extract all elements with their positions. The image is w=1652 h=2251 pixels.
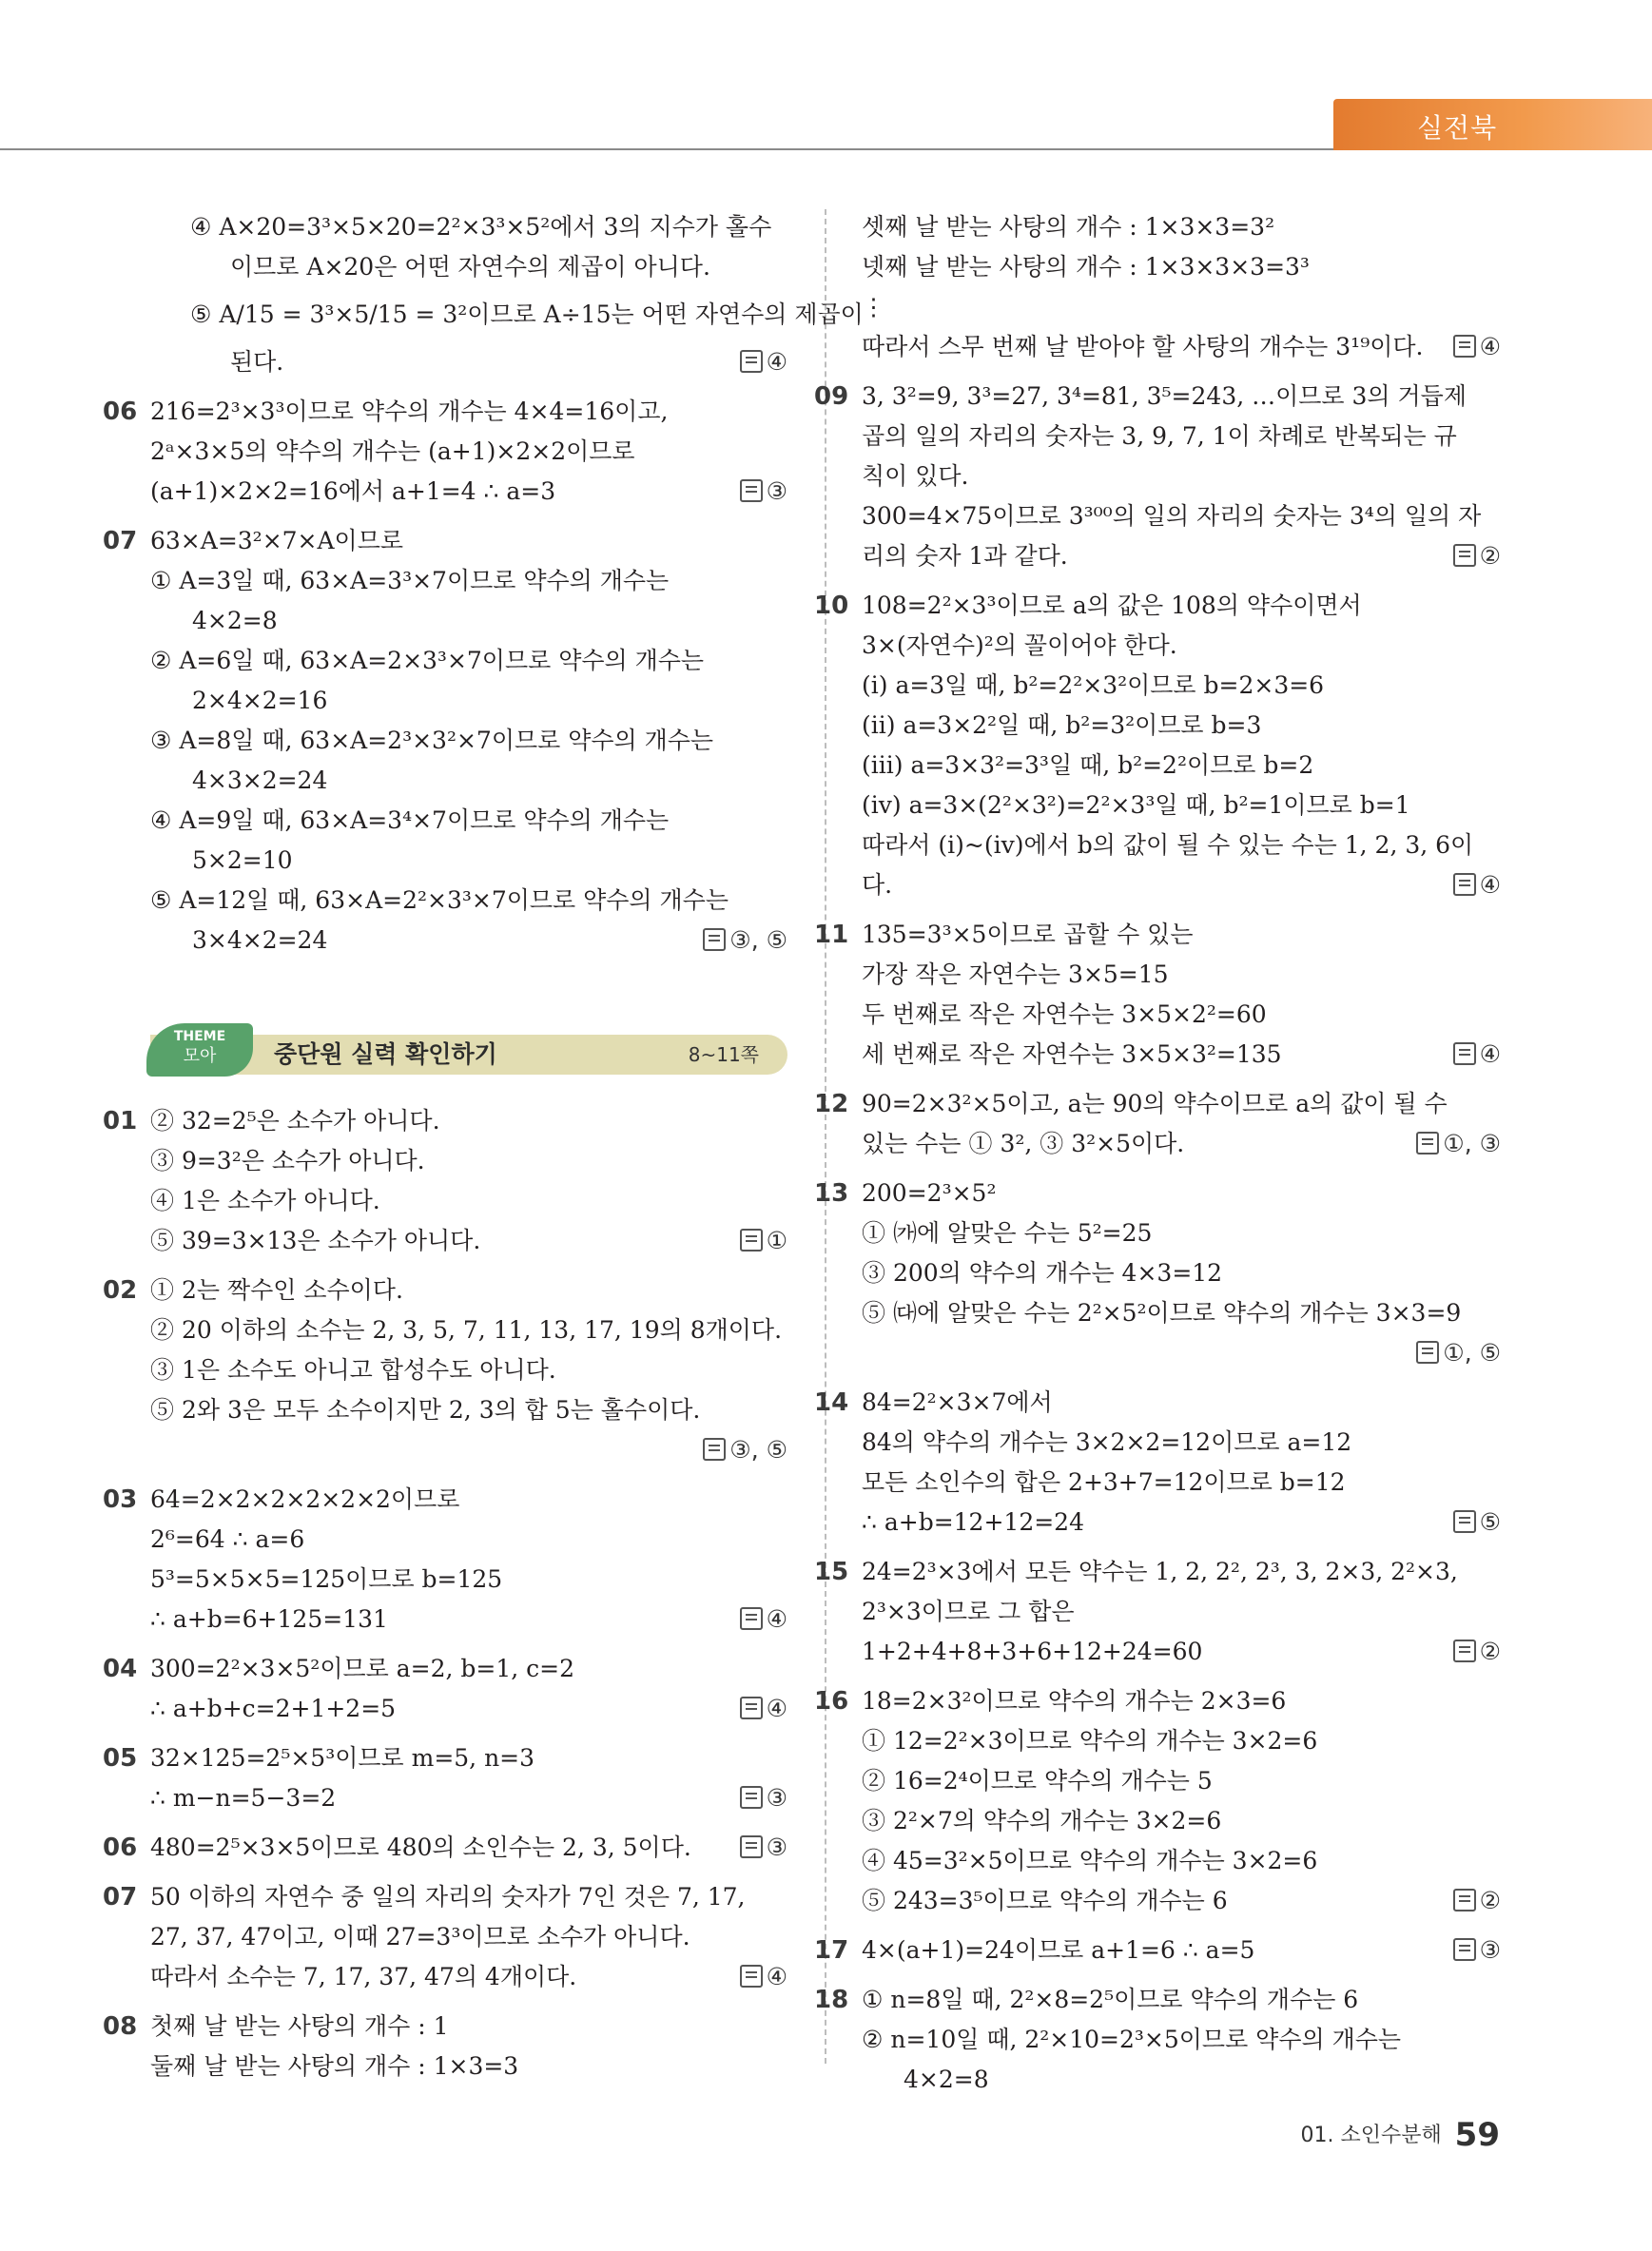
answer-icon bbox=[1453, 544, 1476, 567]
theme-section-header bbox=[150, 1027, 787, 1077]
problem-number: 17 bbox=[814, 1936, 849, 1965]
page-number: 59 bbox=[1454, 2116, 1500, 2154]
problem-solution-start bbox=[814, 1084, 1501, 1124]
solution-line bbox=[862, 1503, 1501, 1543]
answer-mark bbox=[740, 472, 787, 512]
solution-line bbox=[862, 2020, 1501, 2060]
answer-mark bbox=[740, 1828, 787, 1868]
answer-mark bbox=[740, 1221, 787, 1261]
solution-text: ② n=10일 때, 2²×10=2³×5이므로 약수의 개수는 bbox=[862, 2026, 1402, 2053]
answer-icon bbox=[703, 1438, 726, 1461]
answer-value: ② bbox=[1479, 1887, 1501, 1914]
solution-text: 24=2³×3에서 모든 약수는 1, 2, 2², 2³, 3, 2×3, 2²×3, bbox=[862, 1558, 1458, 1585]
problem-number: 01 bbox=[103, 1107, 138, 1135]
problem-solution-start bbox=[103, 1828, 787, 1868]
solution-text: (ⅲ) a=3×3²=3³일 때, b²=2²이므로 b=2 bbox=[862, 751, 1314, 779]
answer-mark bbox=[1416, 1124, 1501, 1164]
solution-line bbox=[862, 1841, 1501, 1881]
solution-text: ① ㈎에 알맞은 수는 5²=25 bbox=[862, 1219, 1153, 1247]
solution-line bbox=[150, 207, 787, 247]
answer-mark bbox=[740, 1689, 787, 1729]
answer-icon bbox=[1453, 873, 1476, 896]
solution-line bbox=[862, 247, 1501, 287]
book-section-tab bbox=[1333, 99, 1652, 150]
solution-text: 2×4×2=16 bbox=[192, 687, 328, 714]
answer-mark bbox=[1453, 327, 1501, 367]
solution-text: ⑤ 243=3⁵이므로 약수의 개수는 6 bbox=[862, 1887, 1228, 1914]
solution-text: 3×(자연수)²의 꼴이어야 한다. bbox=[862, 631, 1177, 659]
answer-icon bbox=[740, 1697, 763, 1719]
solution-line bbox=[862, 1035, 1501, 1075]
solution-text: 64=2×2×2×2×2×2이므로 bbox=[150, 1485, 460, 1513]
solution-line bbox=[862, 786, 1501, 825]
solution-line bbox=[862, 1632, 1501, 1672]
solution-text: 3, 3²=9, 3³=27, 3⁴=81, 3⁵=243, …이므로 3의 거듭제 bbox=[862, 382, 1467, 410]
solution-line bbox=[150, 342, 787, 382]
answer-icon bbox=[740, 1786, 763, 1809]
solution-text: ① 2는 짝수인 소수이다. bbox=[150, 1276, 403, 1304]
problem-number: 07 bbox=[103, 527, 138, 555]
solution-line bbox=[862, 1124, 1501, 1164]
solution-text: 32×125=2⁵×5³이므로 m=5, n=3 bbox=[150, 1744, 535, 1772]
problem-solution-start bbox=[814, 1931, 1501, 1970]
solution-text: 63×A=3²×7×A이므로 bbox=[150, 527, 403, 554]
problem-number: 08 bbox=[103, 2012, 138, 2041]
solution-text: ② A=6일 때, 63×A=2×3³×7이므로 약수의 개수는 bbox=[150, 647, 705, 674]
answer-value: ④ bbox=[1479, 1040, 1501, 1068]
problem-number: 18 bbox=[814, 1986, 849, 2014]
solution-text: 84=2²×3×7에서 bbox=[862, 1388, 1053, 1416]
solution-line bbox=[862, 955, 1501, 995]
solution-text: ⋮ bbox=[862, 293, 885, 320]
theme-badge-bottom: 모아 bbox=[183, 1046, 217, 1066]
solution-text: 5³=5×5×5=125이므로 b=125 bbox=[150, 1565, 503, 1593]
solution-text: 108=2²×3³이므로 a의 값은 108의 약수이면서 bbox=[862, 592, 1362, 619]
solution-text: 모든 소인수의 합은 2+3+7=12이므로 b=12 bbox=[862, 1468, 1346, 1496]
book-label: 실전북 bbox=[1417, 112, 1498, 144]
answer-icon bbox=[740, 479, 763, 502]
solution-line bbox=[862, 2060, 1501, 2100]
problem-number: 05 bbox=[103, 1744, 138, 1773]
solution-line bbox=[150, 721, 787, 761]
solution-line bbox=[862, 706, 1501, 746]
solution-line bbox=[862, 1463, 1501, 1503]
answer-value: ④ bbox=[1479, 333, 1501, 360]
solution-text: 따라서 스무 번째 날 받아야 할 사탕의 개수는 3¹⁹이다. bbox=[862, 333, 1424, 360]
solution-text: 4×(a+1)=24이므로 a+1=6 ∴ a=5 bbox=[862, 1936, 1255, 1964]
problem-number: 04 bbox=[103, 1655, 138, 1683]
solution-text: 칙이 있다. bbox=[862, 462, 969, 490]
problem-number: 06 bbox=[103, 1834, 138, 1862]
solution-line bbox=[862, 417, 1501, 456]
answer-icon bbox=[703, 928, 726, 951]
solution-text: 200=2³×5² bbox=[862, 1179, 997, 1207]
answer-icon bbox=[1453, 335, 1476, 358]
answer-mark bbox=[1453, 865, 1501, 905]
unit-check-solutions bbox=[103, 1101, 787, 2086]
problem-solution-start bbox=[103, 2007, 787, 2047]
answer-icon bbox=[1453, 1938, 1476, 1961]
answer-value: ⑤ bbox=[1479, 1508, 1501, 1536]
solution-text: 84의 약수의 개수는 3×2×2=12이므로 a=12 bbox=[862, 1428, 1352, 1456]
solution-text: 3×4×2=24 bbox=[192, 926, 328, 954]
solution-line bbox=[862, 1801, 1501, 1841]
solution-text: 27, 37, 47이고, 이때 27=3³이므로 소수가 아니다. bbox=[150, 1923, 690, 1950]
problem-number: 15 bbox=[814, 1558, 849, 1586]
solution-line bbox=[150, 1221, 787, 1261]
answer-mark bbox=[1416, 1333, 1501, 1373]
answer-value: ④ bbox=[1479, 871, 1501, 899]
solution-text: 있는 수는 ① 3², ③ 3²×5이다. bbox=[862, 1130, 1185, 1157]
solution-text: 넷째 날 받는 사탕의 개수 : 1×3×3×3=3³ bbox=[862, 253, 1310, 281]
answer-value: ③, ⑤ bbox=[729, 926, 787, 954]
solution-text: ⑤ A=12일 때, 63×A=2²×3³×7이므로 약수의 개수는 bbox=[150, 886, 729, 914]
solution-line bbox=[862, 1721, 1501, 1761]
answer-value: ① bbox=[766, 1227, 787, 1254]
solution-line bbox=[862, 1592, 1501, 1632]
solution-line bbox=[150, 1600, 787, 1640]
solution-text: 따라서 소수는 7, 17, 37, 47의 4개이다. bbox=[150, 1963, 577, 1990]
solution-text: 2ᵃ×3×5의 약수의 개수는 (a+1)×2×2이므로 bbox=[150, 437, 635, 465]
problem-number: 12 bbox=[814, 1090, 849, 1118]
solution-text: ⑤ ㈐에 알맞은 수는 2²×5²이므로 약수의 개수는 3×3=9 bbox=[862, 1299, 1462, 1327]
problem-number: 03 bbox=[103, 1485, 138, 1514]
page-footer bbox=[1300, 2116, 1500, 2154]
answer-mark bbox=[1453, 1931, 1501, 1970]
answer-mark bbox=[1453, 1035, 1501, 1075]
solution-text: (ⅳ) a=3×(2²×3²)=2²×3³일 때, b²=1이므로 b=1 bbox=[862, 791, 1410, 819]
problem-number: 02 bbox=[103, 1276, 138, 1305]
solution-line bbox=[150, 761, 787, 801]
answer-value: ② bbox=[1479, 1638, 1501, 1665]
solution-text: 4×2=8 bbox=[904, 2066, 989, 2093]
solution-line bbox=[150, 432, 787, 472]
right-column bbox=[814, 207, 1501, 2100]
solution-text: 300=2²×3×5²이므로 a=2, b=1, c=2 bbox=[150, 1655, 574, 1682]
solution-line bbox=[862, 496, 1501, 536]
answer-mark bbox=[740, 1600, 787, 1640]
problem-solution-start bbox=[103, 1271, 787, 1310]
solution-line bbox=[150, 1430, 787, 1470]
solution-line bbox=[150, 1390, 787, 1430]
solution-line bbox=[150, 1181, 787, 1221]
solution-text: 된다. bbox=[230, 348, 284, 376]
solution-text: ③ A=8일 때, 63×A=2³×3²×7이므로 약수의 개수는 bbox=[150, 727, 714, 754]
problem-solution-start bbox=[103, 1649, 787, 1689]
solution-text: ② 16=2⁴이므로 약수의 개수는 5 bbox=[862, 1767, 1213, 1795]
solution-line bbox=[150, 1689, 787, 1729]
solution-text: (ⅰ) a=3일 때, b²=2²×3²이므로 b=2×3=6 bbox=[862, 671, 1325, 699]
problem-number: 14 bbox=[814, 1388, 849, 1417]
chapter-title: 01. 소인수분해 bbox=[1300, 2124, 1442, 2147]
unit-check-solutions-continued bbox=[814, 207, 1501, 2100]
solution-text: ① n=8일 때, 2²×8=2⁵이므로 약수의 개수는 6 bbox=[862, 1986, 1359, 2013]
answer-icon bbox=[1453, 1640, 1476, 1662]
solution-line bbox=[862, 1213, 1501, 1253]
solution-line bbox=[862, 666, 1501, 706]
solution-line bbox=[150, 561, 787, 601]
solution-text: ∴ a+b+c=2+1+2=5 bbox=[150, 1695, 397, 1722]
problem-solution-start bbox=[814, 586, 1501, 626]
answer-icon bbox=[1416, 1132, 1439, 1155]
answer-icon bbox=[1453, 1889, 1476, 1911]
solution-line bbox=[862, 1293, 1501, 1333]
problem-solution-start bbox=[814, 377, 1501, 417]
solution-text: ⑤ 39=3×13은 소수가 아니다. bbox=[150, 1227, 481, 1254]
answer-value: ①, ⑤ bbox=[1443, 1339, 1501, 1367]
answer-value: ③ bbox=[766, 477, 787, 505]
answer-mark bbox=[740, 1957, 787, 1997]
answer-mark bbox=[703, 921, 787, 961]
solution-text: ③ 2²×7의 약수의 개수는 3×2=6 bbox=[862, 1807, 1222, 1834]
solution-line bbox=[862, 825, 1501, 865]
solution-line bbox=[150, 841, 787, 881]
problem-number: 11 bbox=[814, 921, 849, 949]
solution-line bbox=[150, 1520, 787, 1560]
problem-solution-start bbox=[103, 1101, 787, 1141]
solution-text: 두 번째로 작은 자연수는 3×5×2²=60 bbox=[862, 1000, 1267, 1028]
solution-line bbox=[150, 1141, 787, 1181]
solution-line bbox=[862, 536, 1501, 576]
answer-icon bbox=[740, 1835, 763, 1858]
solution-line bbox=[150, 681, 787, 721]
solution-text: 5×2=10 bbox=[192, 846, 293, 874]
solution-line bbox=[150, 472, 787, 512]
solution-text: 4×3×2=24 bbox=[192, 767, 328, 794]
solution-text: 300=4×75이므로 3³⁰⁰의 일의 자리의 숫자는 3⁴의 일의 자 bbox=[862, 502, 1482, 530]
problem-solution-start bbox=[814, 1383, 1501, 1423]
solution-text: ⑤ A/15 = 3³×5/15 = 3²이므로 A÷15는 어떤 자연수의 제곱이 bbox=[190, 301, 864, 328]
answer-mark bbox=[1453, 1503, 1501, 1543]
solution-text: 480=2⁵×3×5이므로 480의 소인수는 2, 3, 5이다. bbox=[150, 1834, 691, 1861]
solution-line bbox=[862, 287, 1501, 327]
solution-line bbox=[862, 207, 1501, 247]
solution-line bbox=[150, 1917, 787, 1957]
solution-text: ∴ a+b=12+12=24 bbox=[862, 1508, 1084, 1536]
solution-line bbox=[150, 1350, 787, 1390]
solution-line bbox=[150, 641, 787, 681]
problem-solution-start bbox=[814, 1980, 1501, 2020]
answer-value: ③ bbox=[1479, 1936, 1501, 1964]
answer-mark bbox=[1453, 1632, 1501, 1672]
solution-line bbox=[150, 247, 787, 287]
answer-value: ③ bbox=[766, 1834, 787, 1861]
solution-text: (ⅱ) a=3×2²일 때, b²=3²이므로 b=3 bbox=[862, 711, 1262, 739]
theme-title: 중단원 실력 확인하기 bbox=[274, 1040, 497, 1068]
answer-mark bbox=[740, 1778, 787, 1818]
solution-text: 216=2³×3³이므로 약수의 개수는 4×4=16이고, bbox=[150, 398, 669, 425]
solution-line bbox=[862, 1881, 1501, 1921]
column-divider bbox=[825, 209, 826, 2064]
problem-solution-start bbox=[103, 1480, 787, 1520]
problem-number: 10 bbox=[814, 592, 849, 620]
solution-text: 셋째 날 받는 사탕의 개수 : 1×3×3=3² bbox=[862, 213, 1275, 241]
solution-text: ④ 45=3²×5이므로 약수의 개수는 3×2=6 bbox=[862, 1847, 1318, 1874]
problem-solution-start bbox=[103, 392, 787, 432]
solution-text: ① 12=2²×3이므로 약수의 개수는 3×2=6 bbox=[862, 1727, 1318, 1755]
answer-icon bbox=[1416, 1341, 1439, 1364]
solution-text: ③ 9=3²은 소수가 아니다. bbox=[150, 1147, 425, 1174]
answer-mark bbox=[703, 1430, 787, 1470]
theme-badge-top: THEME bbox=[173, 1029, 226, 1044]
answer-icon bbox=[1453, 1042, 1476, 1065]
solution-text: ① A=3일 때, 63×A=3³×7이므로 약수의 개수는 bbox=[150, 567, 670, 594]
solution-text: ③ 1은 소수도 아니고 합성수도 아니다. bbox=[150, 1356, 556, 1384]
solution-text: 이므로 A×20은 어떤 자연수의 제곱이 아니다. bbox=[230, 253, 710, 281]
problem-solution-start bbox=[103, 1877, 787, 1917]
solution-text: ∴ a+b=6+125=131 bbox=[150, 1605, 388, 1633]
answer-icon bbox=[740, 1229, 763, 1252]
solution-line bbox=[862, 626, 1501, 666]
solution-line bbox=[150, 881, 787, 921]
answer-icon bbox=[740, 1607, 763, 1630]
solution-line bbox=[150, 2047, 787, 2086]
solution-text: 곱의 일의 자리의 숫자는 3, 9, 7, 1이 차례로 반복되는 규 bbox=[862, 422, 1457, 450]
solution-text: 4×2=8 bbox=[192, 607, 278, 634]
solution-text: 18=2×3²이므로 약수의 개수는 2×3=6 bbox=[862, 1687, 1287, 1715]
solution-line bbox=[150, 1957, 787, 1997]
solution-text: ④ 1은 소수가 아니다. bbox=[150, 1187, 380, 1214]
solution-line bbox=[862, 1253, 1501, 1293]
solution-text: 135=3³×5이므로 곱할 수 있는 bbox=[862, 921, 1194, 948]
solution-text: 2⁶=64 ∴ a=6 bbox=[150, 1525, 305, 1553]
solution-line bbox=[862, 1333, 1501, 1373]
answer-value: ③ bbox=[766, 1784, 787, 1812]
solution-line bbox=[150, 287, 864, 342]
problem-number: 13 bbox=[814, 1179, 849, 1208]
solution-line bbox=[150, 1310, 787, 1350]
solution-text: 세 번째로 작은 자연수는 3×5×3²=135 bbox=[862, 1040, 1282, 1068]
solution-line bbox=[862, 1761, 1501, 1801]
solution-text: 가장 작은 자연수는 3×5=15 bbox=[862, 961, 1169, 988]
solution-text: 첫째 날 받는 사탕의 개수 : 1 bbox=[150, 2012, 449, 2040]
problem-number: 06 bbox=[103, 398, 138, 426]
answer-mark bbox=[1453, 536, 1501, 576]
answer-value: ①, ③ bbox=[1443, 1130, 1501, 1157]
solution-line bbox=[862, 327, 1501, 367]
solution-text: ③ 200의 약수의 개수는 4×3=12 bbox=[862, 1259, 1223, 1287]
solution-line bbox=[862, 746, 1501, 786]
solution-line bbox=[150, 921, 787, 961]
problem-solution-start bbox=[814, 1681, 1501, 1721]
solution-text: 2³×3이므로 그 합은 bbox=[862, 1598, 1075, 1625]
solution-text: 1+2+4+8+3+6+12+24=60 bbox=[862, 1638, 1203, 1665]
answer-value: ③, ⑤ bbox=[729, 1436, 787, 1464]
problem-solution-start bbox=[814, 915, 1501, 955]
solution-text: (a+1)×2×2=16에서 a+1=4 ∴ a=3 bbox=[150, 477, 556, 505]
answer-icon bbox=[740, 1965, 763, 1988]
solution-text: 50 이하의 자연수 중 일의 자리의 숫자가 7인 것은 7, 17, bbox=[150, 1883, 746, 1911]
solution-line bbox=[862, 1423, 1501, 1463]
answer-mark bbox=[1453, 1881, 1501, 1921]
solution-line bbox=[862, 995, 1501, 1035]
answer-value: ② bbox=[1479, 542, 1501, 570]
problem-number: 16 bbox=[814, 1687, 849, 1716]
solution-text: ② 20 이하의 소수는 2, 3, 5, 7, 11, 13, 17, 19의 8개이다. bbox=[150, 1316, 783, 1344]
answer-value: ④ bbox=[766, 1605, 787, 1633]
solution-line bbox=[150, 801, 787, 841]
answer-icon bbox=[1453, 1510, 1476, 1533]
problem-solution-start bbox=[814, 1552, 1501, 1592]
theme-badge bbox=[146, 1023, 253, 1077]
answer-value: ④ bbox=[766, 348, 787, 376]
solution-text: ④ A×20=3³×5×20=2²×3³×5²에서 3의 지수가 홀수 bbox=[190, 213, 772, 241]
problem-solution-start bbox=[103, 1738, 787, 1778]
answer-value: ④ bbox=[766, 1963, 787, 1990]
solution-text: ② 32=2⁵은 소수가 아니다. bbox=[150, 1107, 440, 1135]
solution-text: ⑤ 2와 3은 모두 소수이지만 2, 3의 합 5는 홀수이다. bbox=[150, 1396, 701, 1424]
answer-value: ④ bbox=[766, 1695, 787, 1722]
solution-text: ∴ m−n=5−3=2 bbox=[150, 1784, 337, 1812]
answer-mark bbox=[740, 342, 787, 382]
solution-text: 리의 숫자 1과 같다. bbox=[862, 542, 1068, 570]
solution-line bbox=[862, 456, 1501, 496]
problem-solution-start bbox=[814, 1174, 1501, 1213]
problem-number: 09 bbox=[814, 382, 849, 411]
solution-line bbox=[150, 601, 787, 641]
solution-text: 다. bbox=[862, 871, 893, 899]
problem-number: 07 bbox=[103, 1883, 138, 1911]
solution-line bbox=[862, 865, 1501, 905]
theme-pages: 8~11쪽 bbox=[688, 1043, 759, 1066]
solution-text: 90=2×3²×5이고, a는 90의 약수이므로 a의 값이 될 수 bbox=[862, 1090, 1448, 1117]
solution-line bbox=[150, 1560, 787, 1600]
solution-text: 둘째 날 받는 사탕의 개수 : 1×3=3 bbox=[150, 2052, 519, 2080]
problem-solution-start bbox=[103, 521, 787, 561]
answer-icon bbox=[740, 350, 763, 373]
solution-text: ④ A=9일 때, 63×A=3⁴×7이므로 약수의 개수는 bbox=[150, 806, 670, 834]
solution-text: 따라서 (ⅰ)~(ⅳ)에서 b의 값이 될 수 있는 수는 1, 2, 3, 6이 bbox=[862, 831, 1474, 859]
solution-line bbox=[150, 1778, 787, 1818]
